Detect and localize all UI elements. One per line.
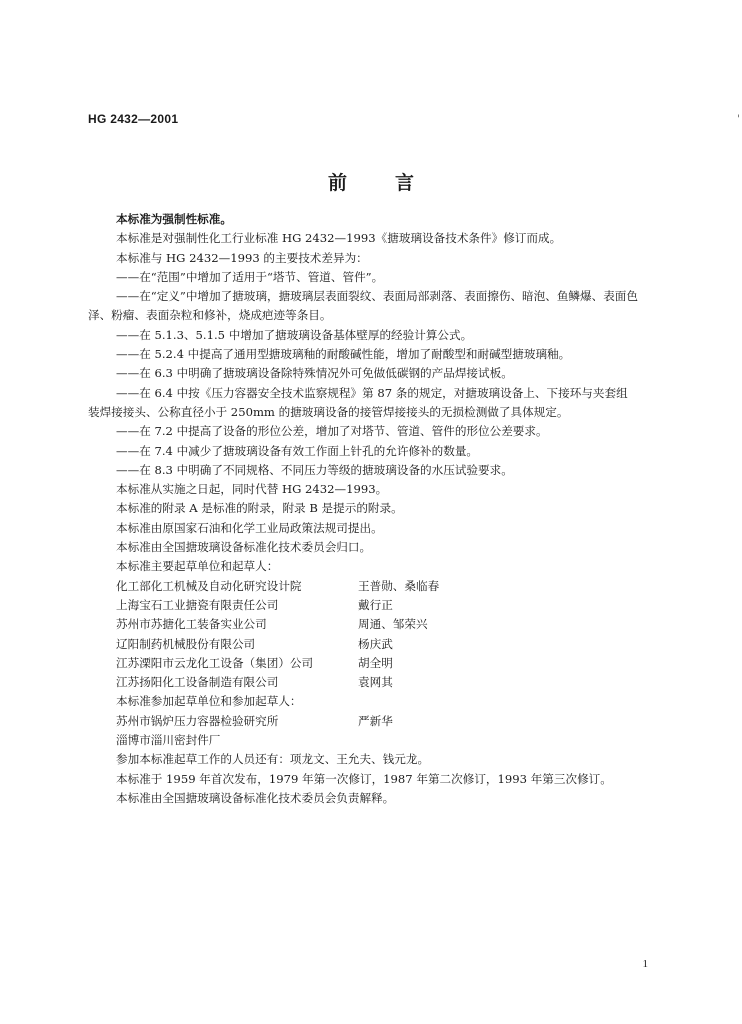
paragraph: 本标准由全国搪玻璃设备标准化技术委员会归口。	[116, 540, 372, 555]
drafter-people: 袁网其	[358, 675, 393, 690]
list-item: ——在 6.3 中明确了搪玻璃设备除特殊情况外可免做低碳钢的产品焊接试板。	[116, 366, 513, 381]
page-title: 前言	[327, 172, 462, 194]
drafter-row	[116, 673, 676, 692]
list-item: ——在“范围”中增加了适用于“塔节、管道、管件”。	[116, 269, 384, 284]
drafter-row	[116, 635, 676, 654]
paragraph: 本标准为强制性标准。	[116, 212, 232, 226]
list-item-continuation: 泽、粉瘤、表面杂粒和修补，烧成疤迹等条目。	[88, 308, 332, 323]
participant-row	[116, 712, 676, 731]
participant-unit: 苏州市锅炉压力容器检验研究所	[116, 713, 279, 728]
list-item: ——在 6.4 中按《压力容器安全技术监察规程》第 87 条的规定，对搪玻璃设备上、下接环与夹套组	[116, 385, 628, 400]
paragraph: 本标准由全国搪玻璃设备标准化技术委员会负责解释。	[116, 790, 395, 805]
scan-edge-mark: '	[737, 114, 740, 125]
participant-people: 严新华	[358, 713, 393, 728]
list-item: ——在 5.1.3、5.1.5 中增加了搪玻璃设备基体壁厚的经验计算公式。	[116, 327, 473, 342]
list-item: ——在 7.4 中减少了搪玻璃设备有效工作面上针孔的允许修补的数量。	[116, 443, 479, 458]
paragraph: 本标准与 HG 2432—1993 的主要技术差异为：	[116, 250, 368, 265]
drafter-unit: 苏州市苏搪化工装备实业公司	[116, 617, 267, 632]
drafter-unit: 化工部化工机械及自动化研究设计院	[116, 578, 302, 593]
drafter-people: 胡全明	[358, 655, 393, 670]
drafter-unit: 江苏溧阳市云龙化工设备（集团）公司	[116, 655, 314, 670]
drafter-row	[116, 615, 676, 634]
paragraph: 本标准主要起草单位和起草人：	[116, 559, 279, 574]
paragraph: 本标准的附录 A 是标准的附录，附录 B 是提示的附录。	[116, 501, 403, 516]
drafter-people: 王普勋、桑临春	[358, 578, 440, 593]
document-id: HG 2432—2001	[88, 112, 179, 126]
participant-people	[358, 731, 676, 750]
participant-unit: 淄博市淄川密封件厂	[116, 733, 221, 748]
drafter-row	[116, 654, 676, 673]
paragraph: 本标准是对强制性化工行业标准 HG 2432—1993《搪玻璃设备技术条件》修订而成。	[116, 231, 562, 246]
drafter-row	[116, 577, 676, 596]
list-item: ——在 7.2 中提高了设备的形位公差，增加了对塔节、管道、管件的形位公差要求。	[116, 424, 548, 439]
participant-row	[116, 731, 676, 750]
drafter-row	[116, 596, 676, 615]
paragraph: 参加本标准起草工作的人员还有：项龙文、王允夫、钱元龙。	[116, 752, 430, 767]
drafter-unit: 上海宝石工业搪瓷有限责任公司	[116, 597, 279, 612]
paragraph: 本标准于 1959 年首次发布，1979 年第一次修订，1987 年第二次修订，1993 年第三次修订。	[116, 771, 612, 786]
drafter-unit: 辽阳制药机械股份有限公司	[116, 636, 256, 651]
list-item: ——在 5.2.4 中提高了通用型搪玻璃釉的耐酸碱性能，增加了耐酸型和耐碱型搪玻璃釉。	[116, 347, 571, 362]
paragraph: 本标准由原国家石油和化学工业局政策法规司提出。	[116, 520, 383, 535]
drafter-people: 杨庆武	[358, 636, 393, 651]
list-item: ——在“定义”中增加了搪玻璃，搪玻璃层表面裂纹、表面局部剥落、表面擦伤、暗泡、鱼鳞爆、表面色	[116, 289, 638, 304]
drafter-unit: 江苏扬阳化工设备制造有限公司	[116, 675, 279, 690]
drafter-people: 戴行正	[358, 597, 393, 612]
list-item: ——在 8.3 中明确了不同规格、不同压力等级的搪玻璃设备的水压试验要求。	[116, 462, 513, 477]
foreword-body	[88, 210, 676, 808]
page-number: 1	[642, 958, 648, 970]
list-item-continuation: 装焊接接头、公称直径小于 250mm 的搪玻璃设备的接管焊接接头的无损检测做了具体规定。	[88, 404, 569, 419]
paragraph: 本标准从实施之日起，同时代替 HG 2432—1993。	[116, 482, 388, 497]
participants-heading: 本标准参加起草单位和参加起草人：	[116, 694, 302, 709]
drafter-people: 周通、邹荣兴	[358, 617, 428, 632]
